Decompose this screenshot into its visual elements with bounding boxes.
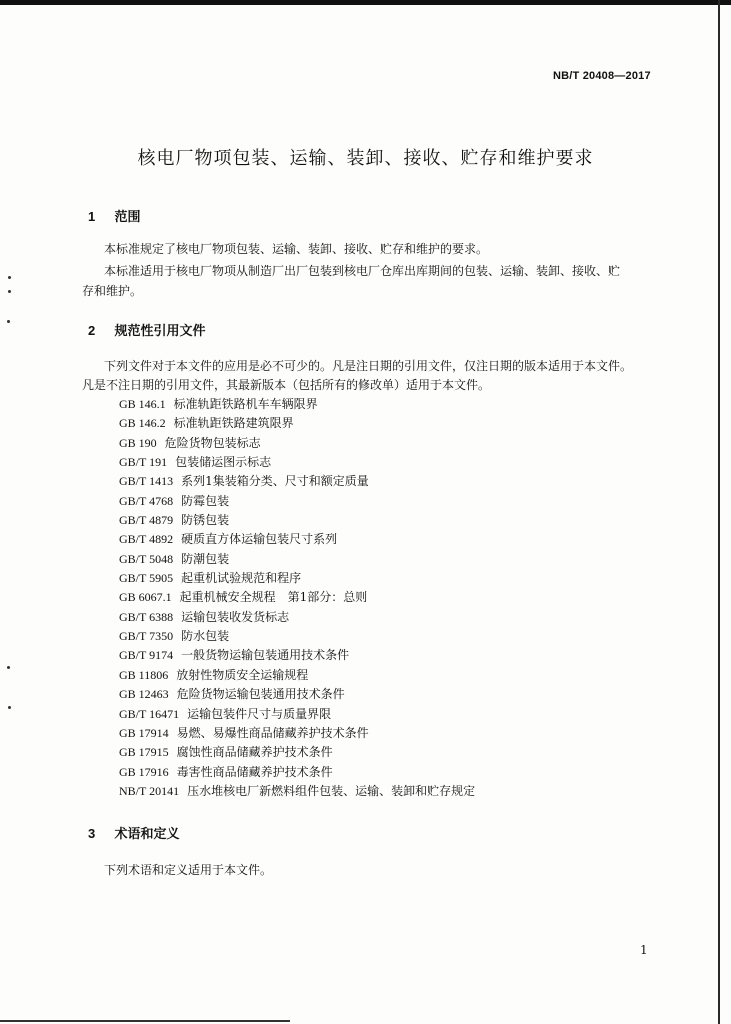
scan-top-border <box>0 0 731 5</box>
reference-code: NB/T 20141 <box>119 783 180 798</box>
reference-code: GB 12463 <box>119 687 169 702</box>
reference-item <box>119 743 475 762</box>
section-number: 1 <box>88 209 96 224</box>
reference-item <box>119 685 475 704</box>
reference-item <box>119 414 475 433</box>
reference-code: GB/T 6388 <box>119 609 174 624</box>
reference-code: GB/T 9174 <box>119 648 174 663</box>
reference-code: GB 17914 <box>119 725 169 740</box>
reference-code: GB 146.2 <box>119 416 166 431</box>
paragraph: 存和维护。 <box>82 284 143 298</box>
paragraph: 下列文件对于本文件的应用是必不可少的。凡是注日期的引用文件，仅注日期的版本适用于本文件。 <box>104 359 633 373</box>
reference-item <box>119 472 475 491</box>
scan-speck <box>8 706 11 709</box>
reference-code: GB 17916 <box>119 764 169 779</box>
reference-code: GB 190 <box>119 435 157 450</box>
reference-item <box>119 588 475 607</box>
reference-code: GB/T 5905 <box>119 571 174 586</box>
reference-list <box>119 395 475 801</box>
reference-code: GB/T 7350 <box>119 629 174 644</box>
reference-title: 系列1集装箱分类、尺寸和额定质量 <box>181 474 369 489</box>
reference-item <box>119 511 475 530</box>
reference-code: GB/T 4892 <box>119 532 174 547</box>
reference-title: 运输包装收发货标志 <box>181 609 290 624</box>
reference-title: 防潮包装 <box>181 551 230 566</box>
reference-item <box>119 569 475 588</box>
page-number: 1 <box>640 943 648 957</box>
section-number: 3 <box>88 826 96 841</box>
reference-item <box>119 782 475 801</box>
reference-item <box>119 395 475 414</box>
document-title: 核电厂物项包装、运输、装卸、接收、贮存和维护要求 <box>137 148 594 169</box>
reference-code: GB/T 4768 <box>119 493 174 508</box>
reference-title: 防霉包装 <box>181 493 230 508</box>
reference-item <box>119 453 475 472</box>
reference-title: 标准轨距铁路建筑限界 <box>173 416 294 431</box>
reference-item <box>119 434 475 453</box>
reference-title: 危险货物运输包装通用技术条件 <box>176 687 345 702</box>
section-heading-normative-references <box>88 320 206 339</box>
paragraph: 下列术语和定义适用于本文件。 <box>104 863 273 877</box>
reference-title: 易燃、易爆性商品储藏养护技术条件 <box>176 725 369 740</box>
section-number: 2 <box>88 323 96 338</box>
reference-title: 危险货物包装标志 <box>164 435 261 450</box>
standard-number: NB/T 20408—2017 <box>553 70 651 82</box>
scan-speck <box>8 290 11 293</box>
reference-title: 压水堆核电厂新燃料组件包装、运输、装卸和贮存规定 <box>187 783 476 798</box>
reference-title: 放射性物质安全运输规程 <box>176 667 309 682</box>
reference-item <box>119 627 475 646</box>
reference-item <box>119 492 475 511</box>
reference-code: GB/T 1413 <box>119 474 174 489</box>
paragraph: 本标准适用于核电厂物项从制造厂出厂包装到核电厂仓库出库期间的包装、运输、装卸、接收、贮 <box>104 264 621 278</box>
section-heading-scope <box>88 206 141 225</box>
reference-code: GB/T 5048 <box>119 551 174 566</box>
reference-item <box>119 705 475 724</box>
paragraph: 凡是不注日期的引用文件，其最新版本（包括所有的修改单）适用于本文件。 <box>82 378 491 392</box>
reference-code: GB 146.1 <box>119 397 166 411</box>
reference-title: 防锈包装 <box>181 513 230 528</box>
reference-title: 包装储运图示标志 <box>175 455 272 470</box>
reference-title: 一般货物运输包装通用技术条件 <box>181 648 350 663</box>
reference-item <box>119 763 475 782</box>
paragraph: 本标准规定了核电厂物项包装、运输、装卸、接收、贮存和维护的要求。 <box>104 242 489 256</box>
reference-code: GB/T 4879 <box>119 513 174 528</box>
reference-title: 起重机试验规范和程序 <box>181 571 302 586</box>
scan-speck <box>7 320 10 323</box>
section-title: 术语和定义 <box>114 827 180 842</box>
scan-speck <box>7 666 10 669</box>
reference-item <box>119 646 475 665</box>
scan-speck <box>8 276 11 279</box>
reference-code: GB 11806 <box>119 667 169 682</box>
reference-title: 硬质直方体运输包装尺寸系列 <box>181 532 338 547</box>
reference-title: 标准轨距铁路机车车辆限界 <box>173 397 318 411</box>
reference-item <box>119 550 475 569</box>
scan-bottom-border <box>0 1020 290 1022</box>
reference-item <box>119 608 475 627</box>
section-heading-terms-and-definitions <box>88 823 180 842</box>
reference-code: GB 17915 <box>119 745 169 760</box>
section-title: 规范性引用文件 <box>114 324 206 339</box>
reference-title: 起重机械安全规程 第1部分：总则 <box>179 590 368 605</box>
reference-code: GB/T 191 <box>119 455 168 470</box>
section-title: 范围 <box>114 210 141 225</box>
reference-title: 防水包装 <box>181 629 230 644</box>
reference-title: 毒害性商品储藏养护技术条件 <box>176 764 333 779</box>
reference-code: GB/T 16471 <box>119 706 180 721</box>
reference-item <box>119 724 475 743</box>
reference-item <box>119 530 475 549</box>
reference-code: GB 6067.1 <box>119 590 172 605</box>
reference-title: 运输包装件尺寸与质量界限 <box>187 706 332 721</box>
reference-item <box>119 666 475 685</box>
reference-title: 腐蚀性商品储藏养护技术条件 <box>176 745 333 760</box>
